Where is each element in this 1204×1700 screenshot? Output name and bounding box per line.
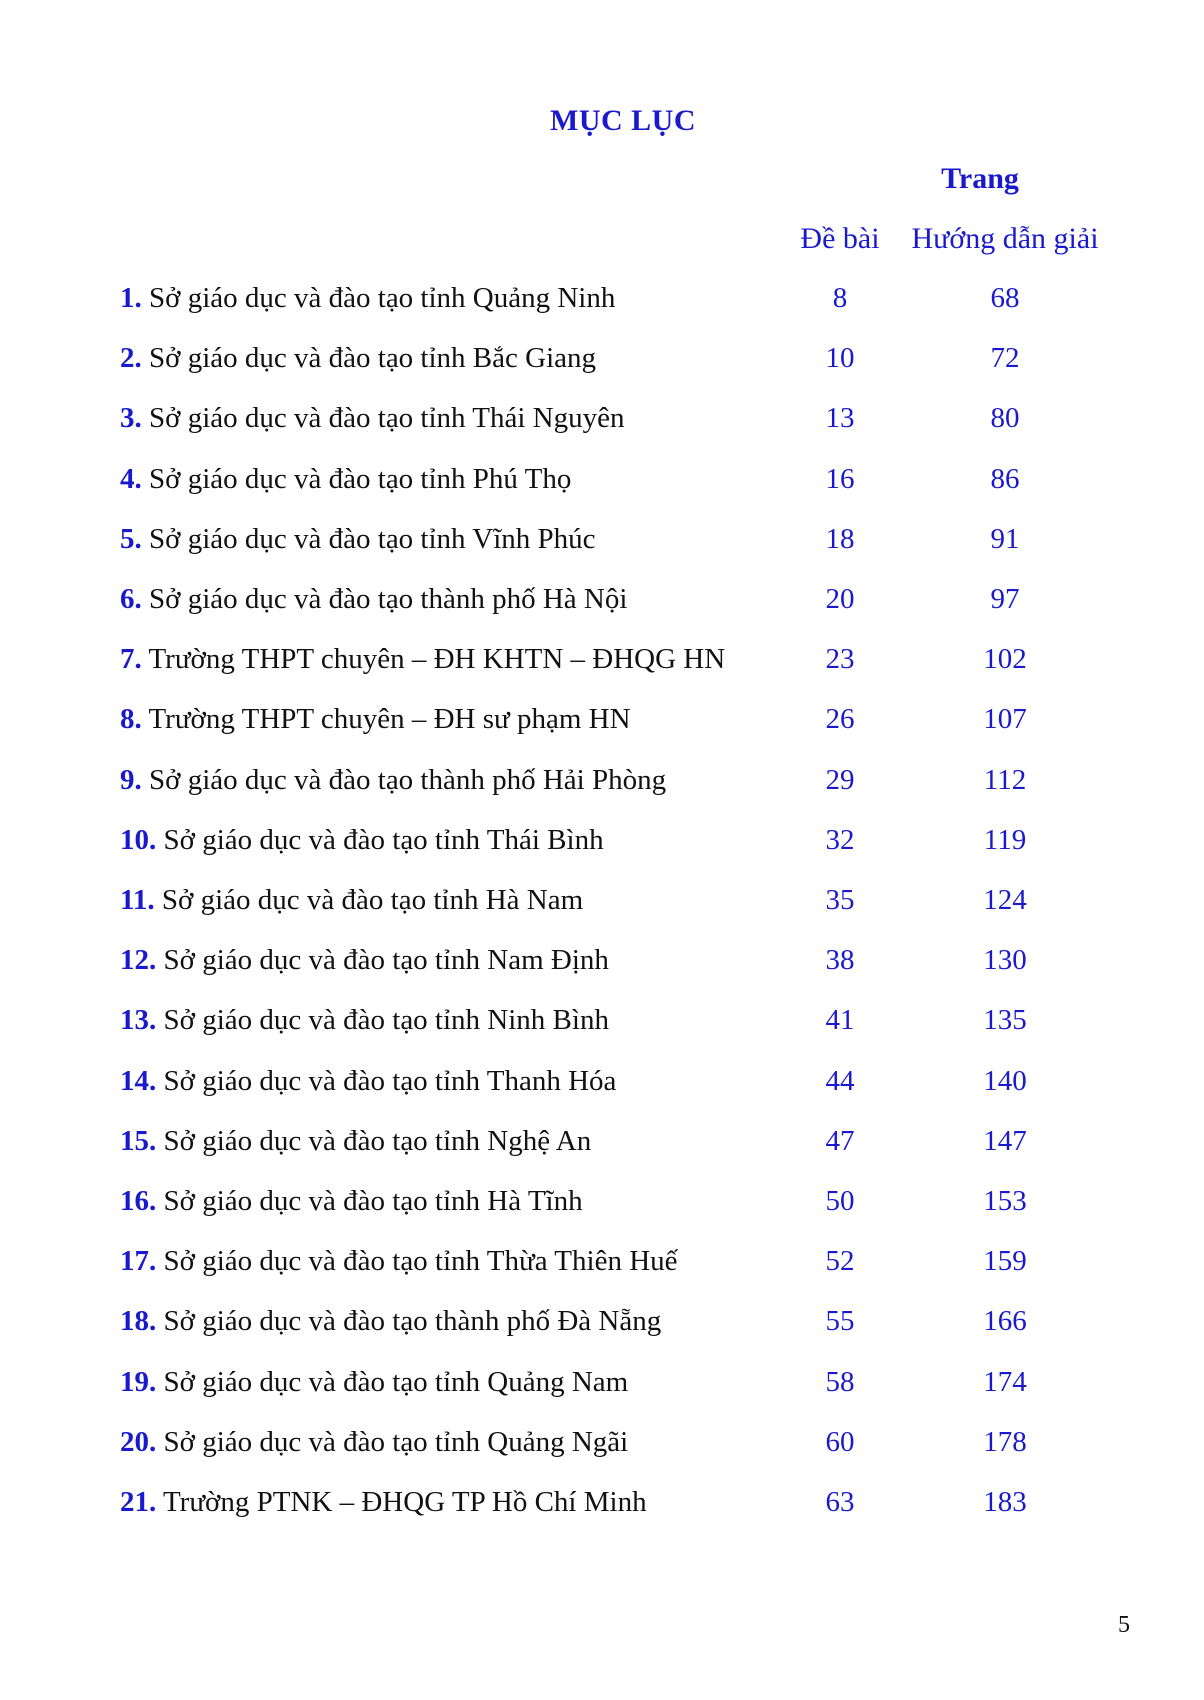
toc-entry-huong-dan-page: 119 [983, 823, 1027, 856]
toc-entry-number: 20. [120, 1425, 157, 1458]
toc-entry-title [120, 1125, 591, 1158]
toc-entry-title [120, 402, 624, 435]
toc-entry-huong-dan-page: 107 [983, 703, 1027, 736]
toc-entry-huong-dan-page: 166 [983, 1305, 1027, 1338]
toc-entry-number: 3. [120, 402, 142, 435]
toc-entry-huong-dan-page: 91 [990, 522, 1020, 555]
toc-entry [0, 282, 1204, 342]
toc-entry-number: 1. [120, 282, 142, 314]
toc-entry-title [120, 1004, 609, 1037]
toc-entry-number: 14. [120, 1064, 157, 1097]
toc-entry-text: Sở giáo dục và đào tạo tỉnh Ninh Bình [163, 1004, 609, 1037]
toc-entry-title [120, 764, 666, 797]
toc-entry [0, 1305, 1204, 1365]
toc-entry-text: Sở giáo dục và đào tạo tỉnh Hà Tĩnh [163, 1185, 583, 1217]
toc-entry-number: 17. [120, 1245, 157, 1278]
toc-entry [0, 824, 1204, 884]
toc-entry-huong-dan-page: 159 [983, 1245, 1027, 1278]
toc-entry-de-bai-page: 20 [825, 583, 855, 615]
toc-entry-number: 19. [120, 1365, 157, 1398]
de-bai-column-header: Đề bài [800, 222, 880, 255]
toc-entry-title [120, 282, 615, 315]
toc-entry [0, 1486, 1204, 1546]
toc-entry-text: Sở giáo dục và đào tạo tỉnh Nghệ An [163, 1124, 592, 1157]
toc-entry-de-bai-page: 52 [825, 1245, 855, 1278]
toc-entry-number: 21. [120, 1486, 157, 1518]
toc-entry-number: 5. [120, 522, 142, 555]
toc-entry-text: Sở giáo dục và đào tạo tỉnh Quảng Nam [163, 1365, 629, 1398]
toc-entry-title [120, 884, 583, 917]
toc-entry-huong-dan-page: 124 [983, 884, 1027, 916]
toc-entry-huong-dan-page: 178 [983, 1425, 1027, 1458]
toc-entry-number: 18. [120, 1305, 157, 1338]
toc-entry [0, 463, 1204, 523]
toc-entry-huong-dan-page: 80 [990, 402, 1020, 435]
toc-entry [0, 402, 1204, 462]
toc-entry-text: Sở giáo dục và đào tạo tỉnh Vĩnh Phúc [149, 522, 596, 555]
toc-entry-number: 13. [120, 1004, 157, 1037]
toc-entry-de-bai-page: 16 [825, 462, 855, 495]
toc-entry [0, 1004, 1204, 1064]
toc-entry [0, 643, 1204, 703]
toc-entry-number: 16. [120, 1185, 157, 1217]
toc-entry [0, 1185, 1204, 1245]
toc-entry-text: Trường THPT chuyên – ĐH KHTN – ĐHQG HN [148, 643, 726, 676]
toc-entry-text: Sở giáo dục và đào tạo thành phố Hà Nội [149, 583, 628, 615]
toc-entry-huong-dan-page: 68 [990, 282, 1020, 314]
toc-entry-title [120, 1366, 628, 1399]
toc-entry-huong-dan-page: 153 [983, 1185, 1027, 1217]
toc-entry-de-bai-page: 35 [825, 884, 855, 916]
toc-entry-title [120, 523, 596, 556]
toc-entry-de-bai-page: 8 [832, 282, 848, 314]
toc-entry-de-bai-page: 13 [825, 402, 855, 435]
toc-entry-de-bai-page: 32 [825, 823, 855, 856]
toc-entry [0, 944, 1204, 1004]
toc-entry-de-bai-page: 29 [825, 763, 855, 796]
toc-entry-title [120, 463, 571, 496]
toc-entry-title [120, 643, 725, 676]
toc-entry-de-bai-page: 60 [825, 1425, 855, 1458]
trang-header: Trang [941, 162, 1019, 195]
huong-dan-giai-column-header: Hướng dẫn giải [911, 222, 1099, 255]
toc-entry-huong-dan-page: 72 [990, 342, 1020, 375]
toc-entry-text: Sở giáo dục và đào tạo tỉnh Hà Nam [161, 884, 584, 916]
toc-entry-huong-dan-page: 102 [983, 643, 1027, 676]
toc-entry-huong-dan-page: 174 [983, 1365, 1027, 1398]
toc-entry-number: 12. [120, 944, 157, 977]
toc-entry [0, 1366, 1204, 1426]
toc-entry-title [120, 824, 604, 857]
toc-entry-de-bai-page: 50 [825, 1185, 855, 1217]
toc-entry-title [120, 1426, 628, 1459]
toc-entry-huong-dan-page: 183 [983, 1486, 1027, 1518]
toc-entry-title [120, 944, 609, 977]
toc-entry [0, 764, 1204, 824]
toc-entry-de-bai-page: 58 [825, 1365, 855, 1398]
toc-entry-number: 2. [120, 342, 142, 375]
toc-entry-de-bai-page: 47 [825, 1124, 855, 1157]
toc-entry-huong-dan-page: 130 [983, 944, 1027, 977]
toc-entry-number: 6. [120, 583, 142, 615]
toc-entry-text: Trường THPT chuyên – ĐH sư phạm HN [148, 703, 631, 736]
toc-entry-number: 9. [120, 763, 142, 796]
toc-entry-text: Sở giáo dục và đào tạo tỉnh Thanh Hóa [163, 1064, 617, 1097]
toc-entry-number: 4. [120, 462, 142, 495]
toc-entry [0, 523, 1204, 583]
toc-entry [0, 884, 1204, 944]
toc-entry-huong-dan-page: 135 [983, 1004, 1027, 1037]
toc-entry-de-bai-page: 63 [825, 1486, 855, 1518]
toc-entry-de-bai-page: 44 [825, 1064, 855, 1097]
toc-entry-number: 15. [120, 1124, 157, 1157]
toc-entry [0, 342, 1204, 402]
page-title: MỤC LỤC [550, 104, 696, 137]
toc-entry-text: Sở giáo dục và đào tạo thành phố Đà Nẵng [163, 1305, 662, 1338]
toc-entry-de-bai-page: 55 [825, 1305, 855, 1338]
toc-entry-text: Sở giáo dục và đào tạo thành phố Hải Phòng [149, 763, 667, 796]
toc-entry [0, 1426, 1204, 1486]
toc-entry-text: Sở giáo dục và đào tạo tỉnh Thừa Thiên Huế [163, 1245, 678, 1278]
toc-entry-de-bai-page: 23 [825, 643, 855, 676]
toc-entry [0, 1245, 1204, 1305]
toc-entry-number: 7. [120, 643, 142, 676]
toc-entry-number: 11. [120, 884, 155, 916]
toc-entry-title [120, 1245, 678, 1278]
toc-entry [0, 1125, 1204, 1185]
toc-entry-de-bai-page: 18 [825, 522, 855, 555]
toc-entry-de-bai-page: 26 [825, 703, 855, 736]
toc-entry [0, 1065, 1204, 1125]
toc-entry-text: Sở giáo dục và đào tạo tỉnh Nam Định [163, 944, 609, 977]
toc-entry [0, 703, 1204, 763]
toc-entry-huong-dan-page: 112 [983, 763, 1027, 796]
toc-entry-huong-dan-page: 140 [983, 1064, 1027, 1097]
toc-entry-text: Sở giáo dục và đào tạo tỉnh Quảng Ngãi [163, 1425, 629, 1458]
toc-entry [0, 583, 1204, 643]
toc-entry-title [120, 1486, 647, 1519]
toc-entry-title [120, 1185, 583, 1218]
toc-entry-title [120, 703, 631, 736]
toc-entry-huong-dan-page: 97 [990, 583, 1020, 615]
toc-entry-title [120, 583, 627, 616]
toc-entry-text: Trường PTNK – ĐHQG TP Hồ Chí Minh [162, 1486, 647, 1518]
toc-entry-huong-dan-page: 147 [983, 1124, 1027, 1157]
toc-entry-text: Sở giáo dục và đào tạo tỉnh Phú Thọ [149, 462, 572, 495]
toc-entry-text: Sở giáo dục và đào tạo tỉnh Thái Bình [163, 823, 604, 856]
toc-entry-number: 8. [120, 703, 142, 736]
toc-entry-huong-dan-page: 86 [990, 462, 1020, 495]
toc-entry-text: Sở giáo dục và đào tạo tỉnh Thái Nguyên [149, 402, 625, 435]
toc-entry-text: Sở giáo dục và đào tạo tỉnh Quảng Ninh [149, 282, 616, 314]
page-number: 5 [1118, 1612, 1130, 1638]
toc-entry-de-bai-page: 38 [825, 944, 855, 977]
toc-entry-de-bai-page: 10 [825, 342, 855, 375]
toc-entry-title [120, 1065, 616, 1098]
toc-entry-de-bai-page: 41 [825, 1004, 855, 1037]
toc-entry-title [120, 342, 596, 375]
toc-entry-title [120, 1305, 661, 1338]
toc-entry-number: 10. [120, 823, 157, 856]
toc-entry-text: Sở giáo dục và đào tạo tỉnh Bắc Giang [149, 342, 597, 375]
